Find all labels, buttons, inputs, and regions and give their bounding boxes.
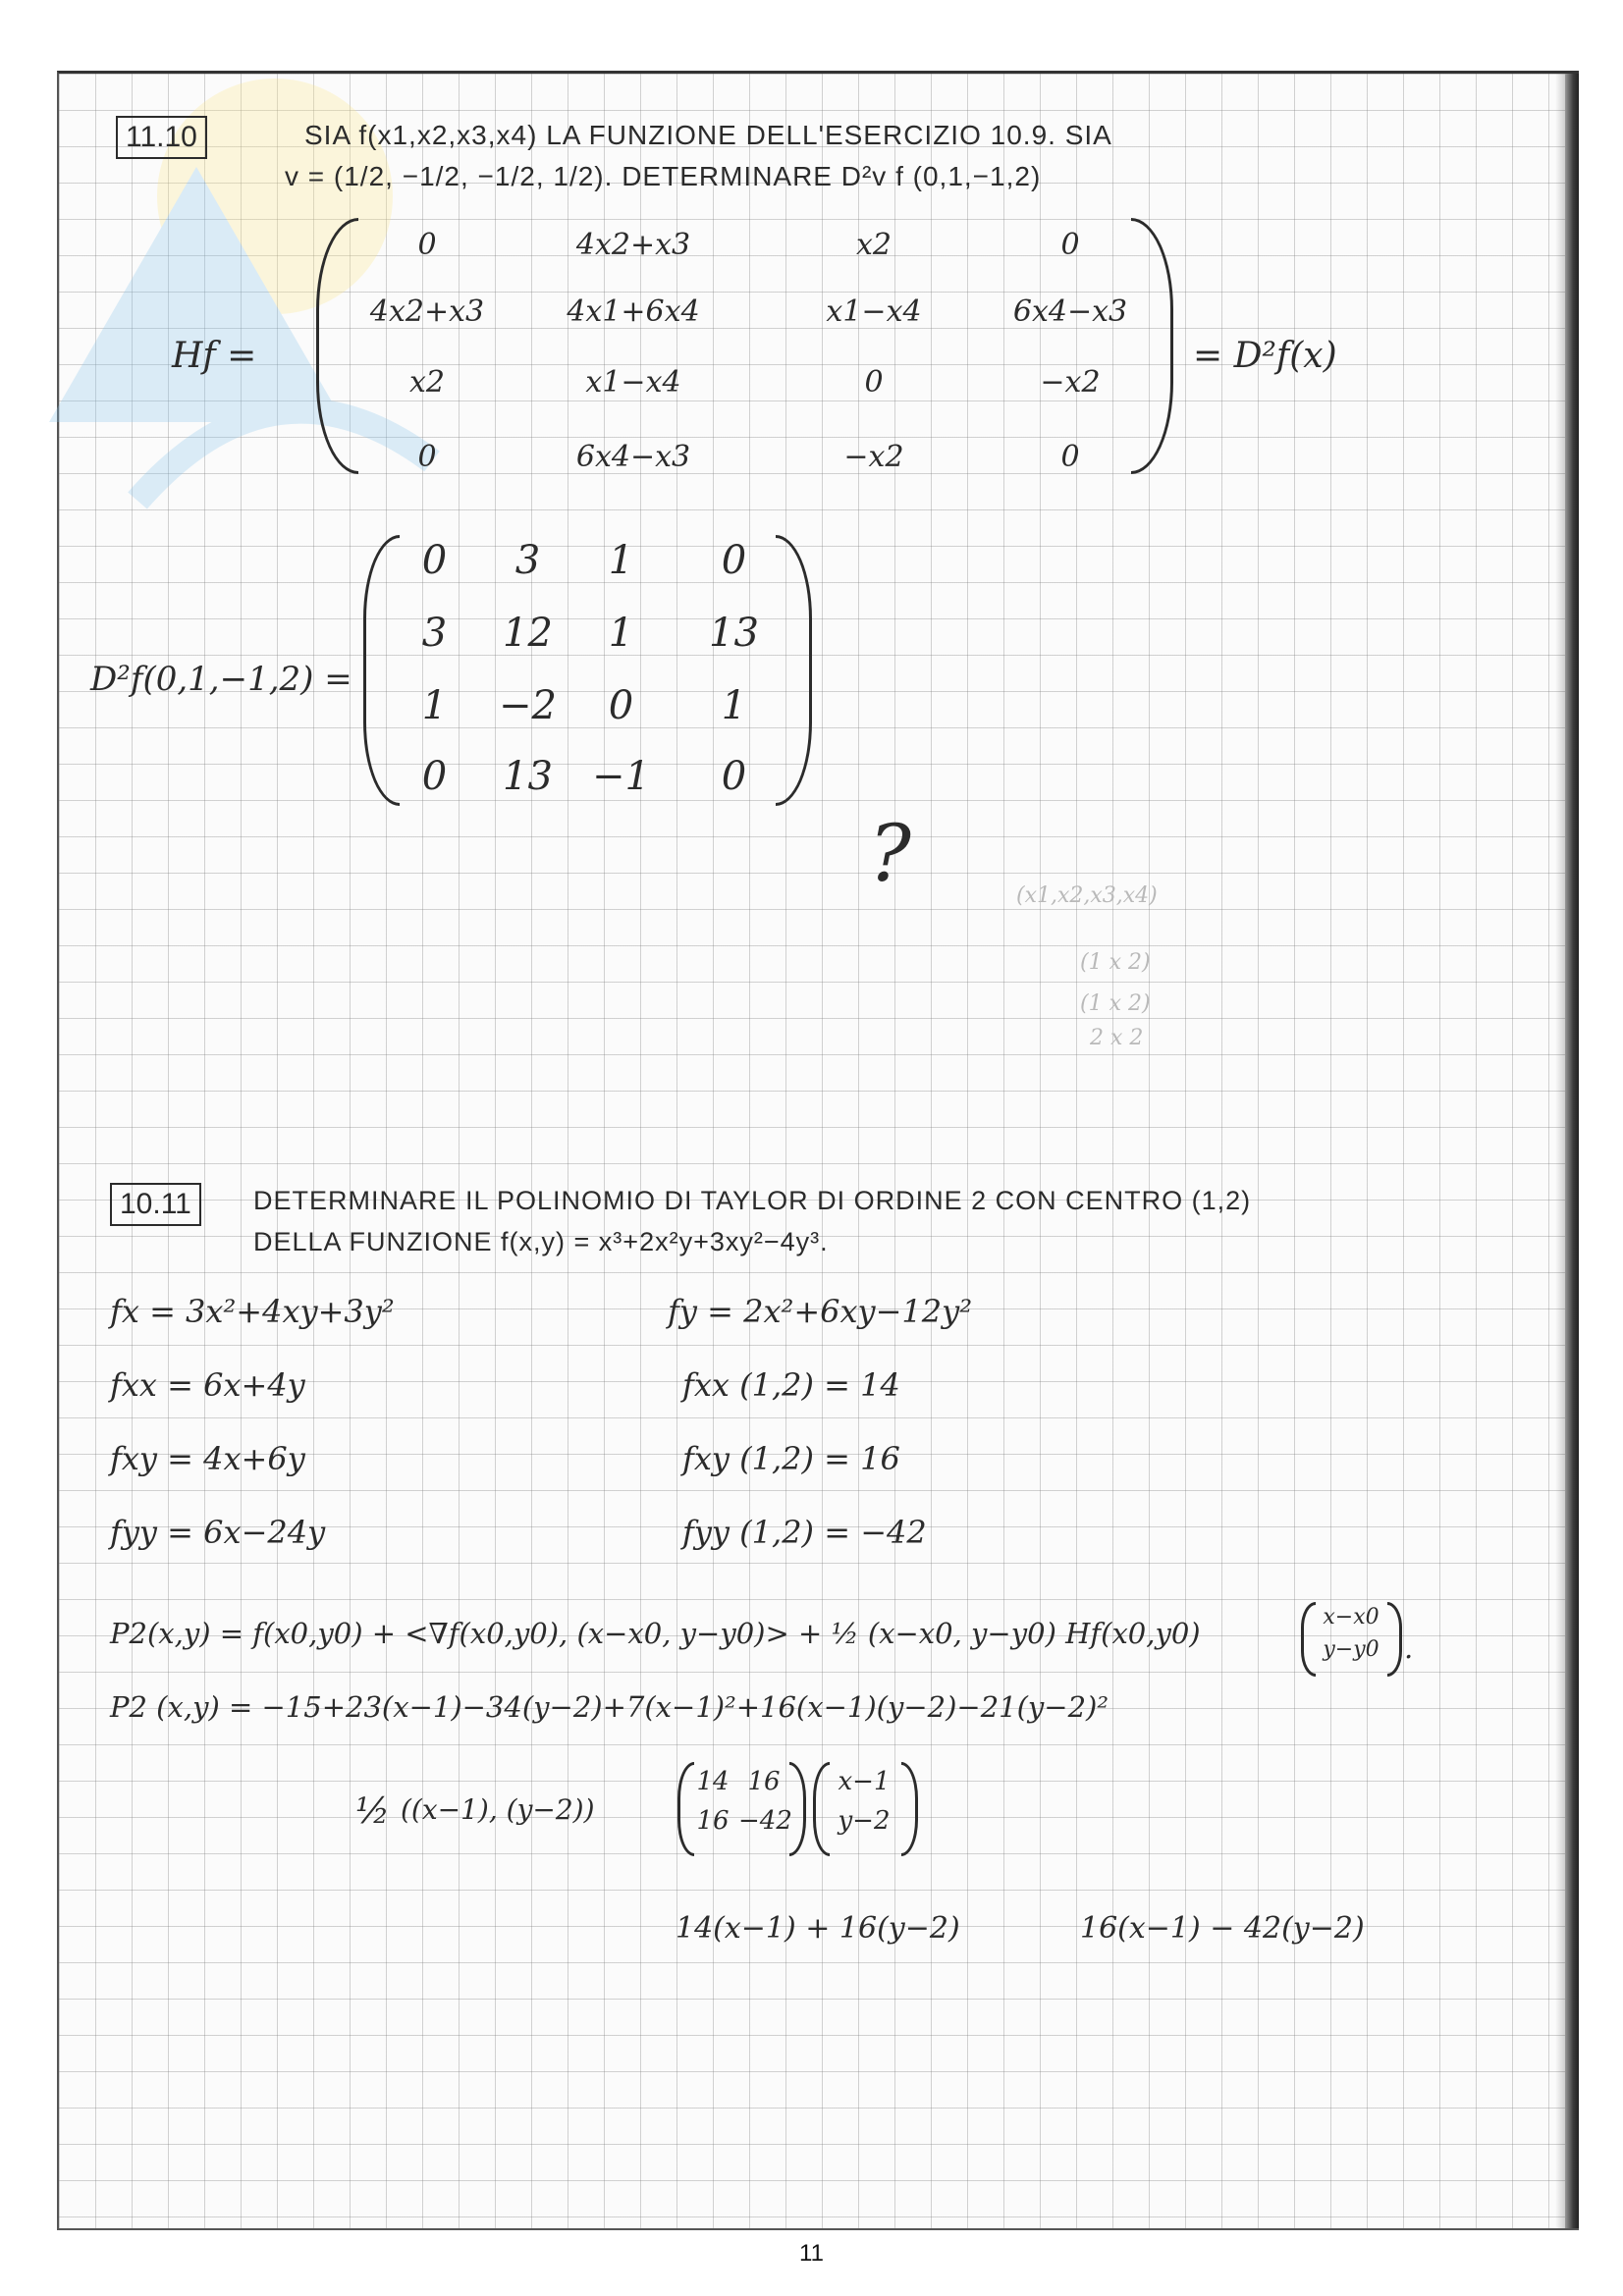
hf-cell-12: 16 — [747, 1767, 781, 1796]
hessian-cell-4-3: −x2 — [843, 440, 904, 474]
binding-shadow — [1555, 74, 1565, 2228]
hessian-cell-1-4: 0 — [1060, 228, 1080, 262]
hf-cell-11: 14 — [696, 1767, 730, 1796]
faint-note-1: (x1,x2,x3,x4) — [1016, 883, 1158, 908]
evaluated-cell-4-2: 13 — [503, 754, 553, 799]
col-vector-top: x−1 — [838, 1767, 891, 1796]
hessian-cell-2-3: x1−x4 — [826, 294, 922, 329]
hessian-cell-3-1: x2 — [408, 365, 445, 400]
hessian-cell-3-3: 0 — [864, 365, 884, 400]
evaluated-cell-2-3: 1 — [608, 611, 634, 656]
ex2-statement-line1: DETERMINARE IL POLINOMIO DI TAYLOR DI ORDINE 2 CON CENTRO (1,2) — [253, 1186, 1252, 1215]
value-fyy: fyy (1,2) = −42 — [682, 1514, 927, 1551]
formula-end: . — [1404, 1631, 1414, 1665]
product-first: 14(x−1) + 16(y−2) — [676, 1911, 960, 1946]
hessian-cell-4-1: 0 — [417, 440, 437, 474]
page-number: 11 — [799, 2240, 824, 2267]
hessian-cell-2-2: 4x1+6x4 — [567, 294, 700, 329]
hessian-cell-1-2: 4x2+x3 — [575, 228, 691, 262]
hf-cell-21: 16 — [696, 1806, 730, 1836]
hf-cell-22: −42 — [738, 1806, 792, 1836]
evaluated-cell-4-1: 0 — [421, 754, 448, 799]
evaluated-cell-1-2: 3 — [514, 538, 541, 583]
evaluated-cell-2-2: 12 — [503, 611, 553, 656]
ex2-statement-line2: DELLA FUNZIONE f(x,y) = x³+2x²y+3xy²−4y³. — [253, 1227, 829, 1256]
value-fxx: fxx (1,2) = 14 — [682, 1366, 900, 1404]
deriv-fy: fy = 2x²+6xy−12y² — [668, 1293, 973, 1330]
evaluated-cell-3-2: −2 — [499, 683, 557, 728]
hessian-cell-4-2: 6x4−x3 — [575, 440, 691, 474]
evaluated-hessian-label: D²f(0,1,−1,2) = — [90, 660, 352, 699]
evaluated-cell-1-4: 0 — [721, 538, 747, 583]
col-vector-bottom: y−2 — [838, 1806, 891, 1836]
one-half: ½ — [355, 1791, 390, 1832]
exercise-label-1011: 10.11 — [110, 1183, 201, 1226]
hessian-label: Hf = — [172, 336, 257, 376]
evaluated-cell-2-1: 3 — [421, 611, 448, 656]
product-second: 16(x−1) − 42(y−2) — [1080, 1911, 1365, 1946]
evaluated-cell-4-3: −1 — [592, 754, 650, 799]
faint-note-4: 2 x 2 — [1090, 1026, 1144, 1050]
row-vector: ((x−1), (y−2)) — [401, 1793, 595, 1826]
ex1-statement-line1: SIA f(x1,x2,x3,x4) LA FUNZIONE DELL'ESERCIZIO 10.9. SIA — [304, 120, 1112, 150]
evaluated-cell-3-3: 0 — [608, 683, 634, 728]
formula-vec-top: x−x0 — [1323, 1605, 1380, 1629]
hessian-equals-d2f: = D²f(x) — [1193, 336, 1337, 376]
deriv-fx: fx = 3x²+4xy+3y² — [110, 1293, 395, 1330]
notebook-binding — [1565, 74, 1579, 2228]
deriv-fxx: fxx = 6x+4y — [110, 1366, 305, 1404]
hessian-cell-3-2: x1−x4 — [585, 365, 681, 400]
evaluated-cell-1-3: 1 — [608, 538, 634, 583]
ex1-statement-line2: v = (1/2, −1/2, −1/2, 1/2). DETERMINARE D²v f (0,1,−1,2) — [285, 161, 1042, 191]
evaluated-right-bracket — [776, 535, 812, 806]
evaluated-cell-3-1: 1 — [421, 683, 448, 728]
deriv-fxy: fxy = 4x+6y — [110, 1440, 305, 1477]
value-fxy: fxy (1,2) = 16 — [682, 1440, 900, 1477]
evaluated-cell-3-4: 1 — [721, 683, 747, 728]
deriv-fyy: fyy = 6x−24y — [110, 1514, 326, 1551]
hessian-cell-2-1: 4x2+x3 — [369, 294, 485, 329]
faint-note-3: (1 x 2) — [1080, 991, 1151, 1016]
exercise-label-1110: 11.10 — [116, 116, 207, 159]
evaluated-cell-4-4: 0 — [721, 754, 747, 799]
question-mark: ? — [869, 808, 911, 899]
taylor-polynomial: P2 (x,y) = −15+23(x−1)−34(y−2)+7(x−1)²+16(x−1)(y−2)−21(y−2)² — [110, 1690, 1109, 1724]
hessian-cell-2-4: 6x4−x3 — [1012, 294, 1128, 329]
hessian-cell-1-1: 0 — [417, 228, 437, 262]
evaluated-cell-2-4: 13 — [709, 611, 759, 656]
taylor-formula: P2(x,y) = f(x0,y0) + <∇f(x0,y0), (x−x0, y−y0)> + ½ (x−x0, y−y0) Hf(x0,y0) — [110, 1617, 1201, 1650]
hessian-cell-1-3: x2 — [855, 228, 892, 262]
hessian-cell-4-4: 0 — [1060, 440, 1080, 474]
formula-vec-bottom: y−y0 — [1323, 1637, 1380, 1662]
faint-note-2: (1 x 2) — [1080, 950, 1151, 975]
evaluated-cell-1-1: 0 — [421, 538, 448, 583]
hessian-cell-3-4: −x2 — [1040, 365, 1101, 400]
